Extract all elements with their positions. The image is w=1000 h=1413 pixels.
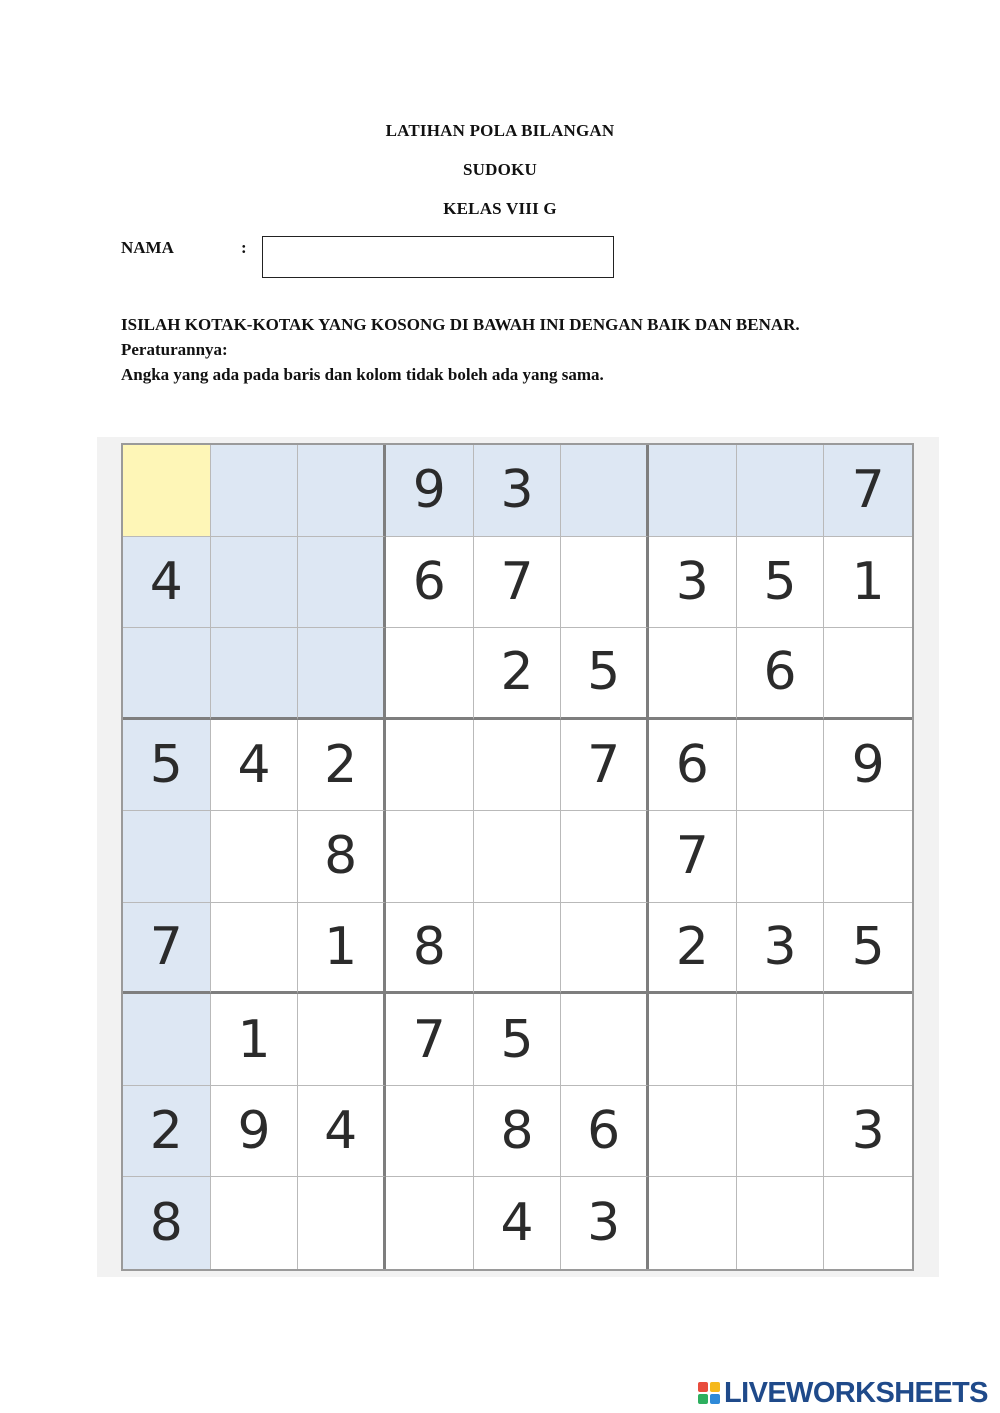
- sudoku-cell-r1-c7[interactable]: [649, 445, 737, 537]
- sudoku-cell-r5-c9[interactable]: [824, 811, 912, 903]
- sudoku-cell-r2-c2[interactable]: [211, 537, 299, 629]
- sudoku-cell-r2-c7[interactable]: 3: [649, 537, 737, 629]
- sudoku-cell-r9-c3[interactable]: [298, 1177, 386, 1269]
- sudoku-cell-r6-c5[interactable]: [474, 903, 562, 995]
- sudoku-cell-r4-c8[interactable]: [737, 720, 825, 812]
- sudoku-cell-r3-c3[interactable]: [298, 628, 386, 720]
- sudoku-cell-r3-c2[interactable]: [211, 628, 299, 720]
- sudoku-cell-r6-c7[interactable]: 2: [649, 903, 737, 995]
- sudoku-cell-r2-c5[interactable]: 7: [474, 537, 562, 629]
- sudoku-cell-r1-c1[interactable]: [123, 445, 211, 537]
- sudoku-cell-r9-c5[interactable]: 4: [474, 1177, 562, 1269]
- logo-square: [710, 1394, 720, 1404]
- page-title: LATIHAN POLA BILANGAN: [385, 121, 615, 140]
- sudoku-cell-r9-c1[interactable]: 8: [123, 1177, 211, 1269]
- sudoku-cell-r5-c6[interactable]: [561, 811, 649, 903]
- sudoku-cell-r8-c7[interactable]: [649, 1086, 737, 1178]
- sudoku-cell-r2-c1[interactable]: 4: [123, 537, 211, 629]
- sudoku-cell-r1-c2[interactable]: [211, 445, 299, 537]
- sudoku-cell-r2-c3[interactable]: [298, 537, 386, 629]
- sudoku-cell-r2-c8[interactable]: 5: [737, 537, 825, 629]
- sudoku-cell-r3-c4[interactable]: [386, 628, 474, 720]
- name-colon: :: [241, 238, 247, 257]
- sudoku-cell-r4-c3[interactable]: 2: [298, 720, 386, 812]
- sudoku-cell-r6-c2[interactable]: [211, 903, 299, 995]
- sudoku-cell-r7-c1[interactable]: [123, 994, 211, 1086]
- class-label: KELAS VIII G: [443, 199, 557, 218]
- sudoku-cell-r2-c4[interactable]: 6: [386, 537, 474, 629]
- name-label: NAMA: [121, 238, 174, 257]
- sudoku-cell-r5-c7[interactable]: 7: [649, 811, 737, 903]
- sudoku-cell-r5-c3[interactable]: 8: [298, 811, 386, 903]
- sudoku-cell-r7-c2[interactable]: 1: [211, 994, 299, 1086]
- page-subtitle: SUDOKU: [463, 160, 537, 179]
- sudoku-cell-r6-c6[interactable]: [561, 903, 649, 995]
- sudoku-cell-r7-c6[interactable]: [561, 994, 649, 1086]
- sudoku-cell-r7-c5[interactable]: 5: [474, 994, 562, 1086]
- sudoku-cell-r8-c3[interactable]: 4: [298, 1086, 386, 1178]
- sudoku-cell-r1-c4[interactable]: 9: [386, 445, 474, 537]
- sudoku-cell-r8-c8[interactable]: [737, 1086, 825, 1178]
- sudoku-cell-r9-c7[interactable]: [649, 1177, 737, 1269]
- sudoku-cell-r9-c9[interactable]: [824, 1177, 912, 1269]
- sudoku-cell-r4-c6[interactable]: 7: [561, 720, 649, 812]
- sudoku-cell-r8-c6[interactable]: 6: [561, 1086, 649, 1178]
- sudoku-cell-r6-c8[interactable]: 3: [737, 903, 825, 995]
- sudoku-cell-r8-c9[interactable]: 3: [824, 1086, 912, 1178]
- sudoku-cell-r4-c7[interactable]: 6: [649, 720, 737, 812]
- sudoku-cell-r6-c4[interactable]: 8: [386, 903, 474, 995]
- sudoku-cell-r5-c5[interactable]: [474, 811, 562, 903]
- liveworksheets-logo: [698, 1378, 988, 1408]
- sudoku-cell-r1-c6[interactable]: [561, 445, 649, 537]
- sudoku-cell-r6-c9[interactable]: 5: [824, 903, 912, 995]
- sudoku-cell-r5-c8[interactable]: [737, 811, 825, 903]
- logo-text: LIVEWORKSHEETS: [724, 1376, 988, 1409]
- logo-square: [710, 1382, 720, 1392]
- sudoku-cell-r1-c3[interactable]: [298, 445, 386, 537]
- sudoku-cell-r8-c2[interactable]: 9: [211, 1086, 299, 1178]
- sudoku-cell-r7-c8[interactable]: [737, 994, 825, 1086]
- logo-square: [698, 1382, 708, 1392]
- sudoku-cell-r3-c1[interactable]: [123, 628, 211, 720]
- sudoku-cell-r1-c9[interactable]: 7: [824, 445, 912, 537]
- sudoku-cell-r3-c9[interactable]: [824, 628, 912, 720]
- sudoku-cell-r4-c1[interactable]: 5: [123, 720, 211, 812]
- sudoku-cell-r5-c2[interactable]: [211, 811, 299, 903]
- sudoku-cell-r6-c1[interactable]: 7: [123, 903, 211, 995]
- sudoku-cell-r7-c9[interactable]: [824, 994, 912, 1086]
- sudoku-cell-r7-c7[interactable]: [649, 994, 737, 1086]
- sudoku-cell-r4-c9[interactable]: 9: [824, 720, 912, 812]
- sudoku-cell-r3-c6[interactable]: 5: [561, 628, 649, 720]
- sudoku-cell-r4-c5[interactable]: [474, 720, 562, 812]
- instructions: [121, 312, 878, 387]
- name-input[interactable]: [262, 236, 614, 278]
- liveworksheets-logo-icon: [698, 1382, 720, 1404]
- sudoku-cell-r8-c1[interactable]: 2: [123, 1086, 211, 1178]
- sudoku-cell-r3-c5[interactable]: 2: [474, 628, 562, 720]
- sudoku-cell-r2-c6[interactable]: [561, 537, 649, 629]
- sudoku-cell-r2-c9[interactable]: 1: [824, 537, 912, 629]
- sudoku-cell-r8-c4[interactable]: [386, 1086, 474, 1178]
- sudoku-cell-r7-c3[interactable]: [298, 994, 386, 1086]
- sudoku-cell-r9-c6[interactable]: 3: [561, 1177, 649, 1269]
- instruction-text: ISILAH KOTAK-KOTAK YANG KOSONG DI BAWAH INI DENGAN BAIK DAN BENAR.: [121, 315, 800, 334]
- sudoku-cell-r3-c7[interactable]: [649, 628, 737, 720]
- sudoku-cell-r7-c4[interactable]: 7: [386, 994, 474, 1086]
- sudoku-cell-r1-c8[interactable]: [737, 445, 825, 537]
- sudoku-cell-r8-c5[interactable]: 8: [474, 1086, 562, 1178]
- sudoku-cell-r6-c3[interactable]: 1: [298, 903, 386, 995]
- sudoku-cell-r4-c4[interactable]: [386, 720, 474, 812]
- sudoku-cell-r9-c4[interactable]: [386, 1177, 474, 1269]
- sudoku-cell-r5-c1[interactable]: [123, 811, 211, 903]
- sudoku-cell-r4-c2[interactable]: 4: [211, 720, 299, 812]
- sudoku-board: [121, 443, 914, 1271]
- rules-heading: Peraturannya:: [121, 340, 228, 359]
- sudoku-cell-r5-c4[interactable]: [386, 811, 474, 903]
- logo-square: [698, 1394, 708, 1404]
- sudoku-cell-r9-c2[interactable]: [211, 1177, 299, 1269]
- sudoku-cell-r3-c8[interactable]: 6: [737, 628, 825, 720]
- rule-text: Angka yang ada pada baris dan kolom tidak boleh ada yang sama.: [121, 365, 604, 384]
- sudoku-cell-r1-c5[interactable]: 3: [474, 445, 562, 537]
- sudoku-cell-r9-c8[interactable]: [737, 1177, 825, 1269]
